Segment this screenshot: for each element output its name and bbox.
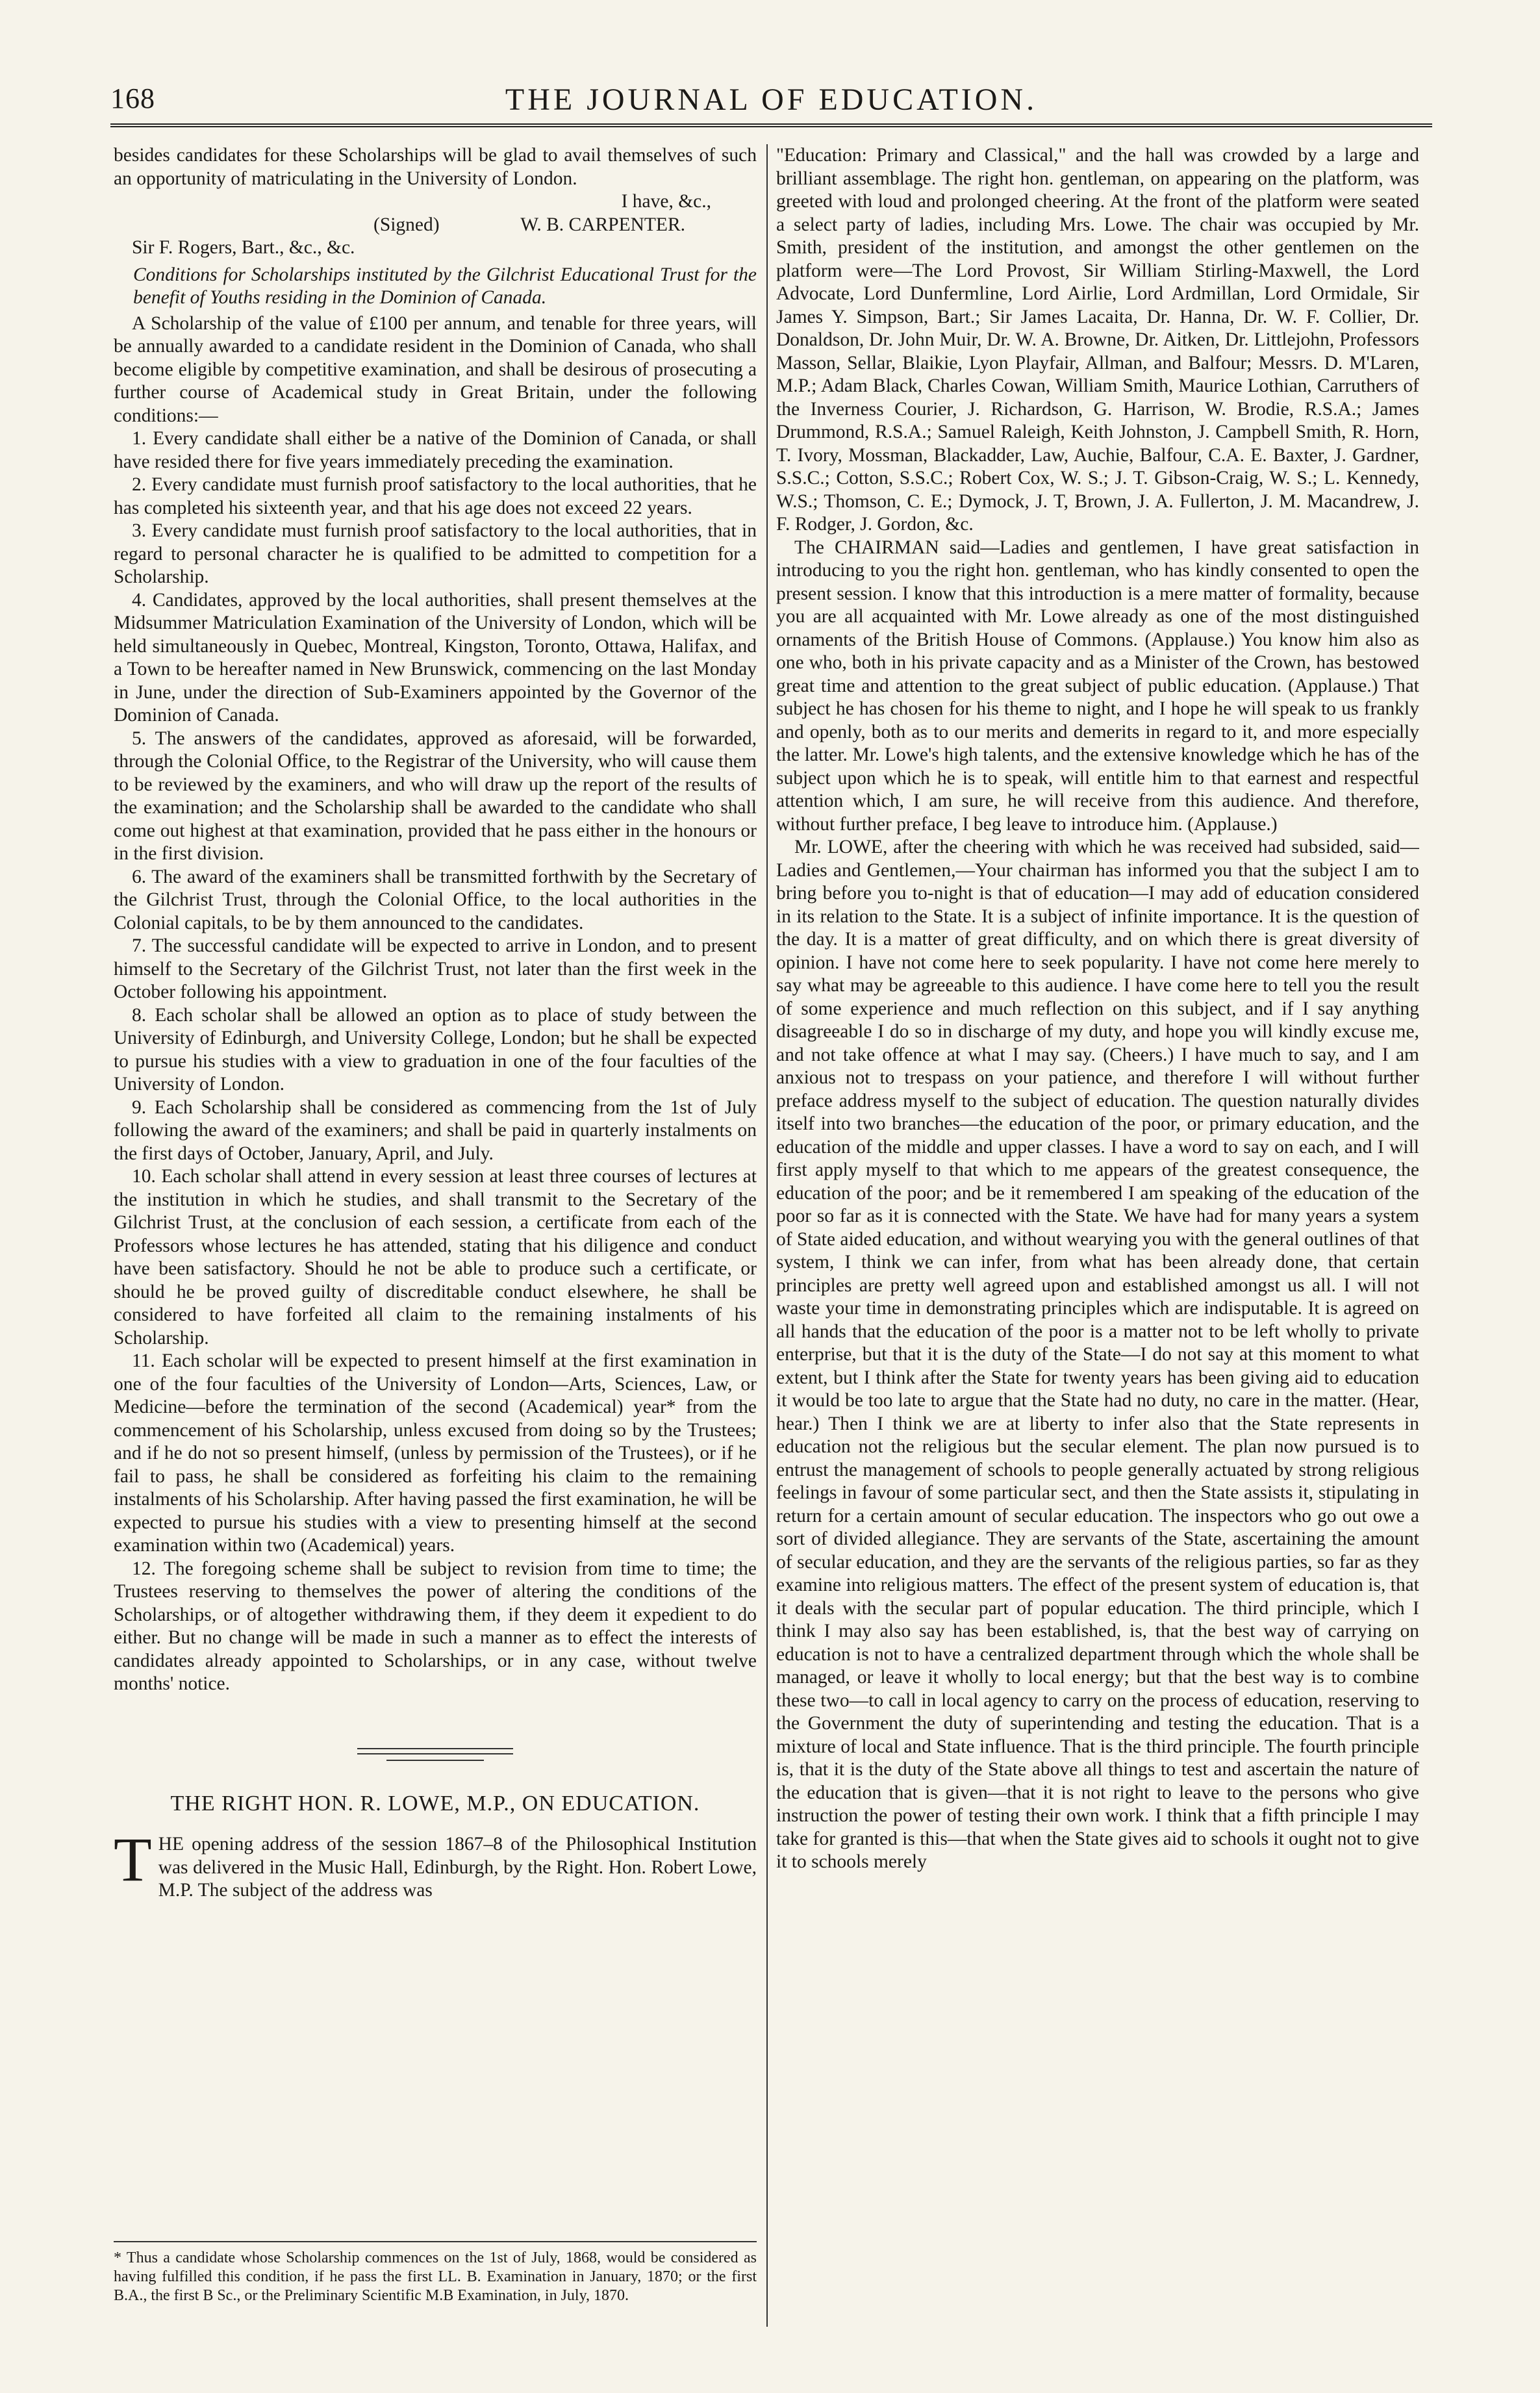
- drop-cap: T: [114, 1825, 152, 1894]
- condition-item: 9. Each Scholarship shall be considered as commencing from the 1st of July following the award of the examiners; and shall be paid in quarterly instalments on the first days of October, January, April, and July.: [114, 1096, 757, 1164]
- article-paragraph: Mr. LOWE, after the cheering with which he was received had subsided, said—Ladies and Gentlemen,—Your chairman has informed you that the subject I am to bring before you to-night is that of education—I may add of education considered in its relation to the State. It is a subject of infinite importance. It is the question of the day. It is a matter of great difficulty, and on which there is great diversity of opinion. I have not come here to seek popularity. I have not come here merely to say what may be agreeable to this audience. I have come here to tell you the result of some experience and much reflection on this subject, and if I say anything disagreeable I do so in discharge of my duty, and hope you will kindly excuse me, and not take offence at what I may say. (Cheers.) I have much to say, and I am anxious not to trespass on your patience, and therefore I will without further preface address myself to the subject of education. The question naturally divides itself into two branches—the education of the poor, or primary education, and the education of the middle and upper classes. I have a word to say on each, and I will first apply myself to that which to me appears of the greatest consequence, the education of the poor; and be it remembered I am speaking of the education of the poor so far as it is connected with the State. We have had for many years a system of State aided education, and without wearying you with the general outlines of that system, I think we can infer, from what has been already done, that certain principles are pretty well agreed upon and established amongst us all. I will not waste your time in demonstrating principles which are indisputable. It is agreed on all hands that the education of the poor is a matter not to be left wholly to private enterprise, but that it is the duty of the State—I do not say at this moment to what extent, but I think after the State for twenty years has been giving aid to education it would be too late to argue that the State had no duty, no care in the matter. (Hear, hear.) Then I think we are at liberty to infer also that the State represents in education not the religious but the secular element. The plan now pursued is to entrust the management of schools to people generally actuated by strong religious feelings in favour of some particular sect, and then the State assists it, stipulating in return for a certain amount of secular education. The inspectors who go out owe a sort of divided allegiance. They are servants of the State, ascertaining the amount of secular education, and they are the servants of the religious parties, so far as they examine into religious matters. The effect of the present system of education is, that it deals with the secular part of popular education. The third principle, which I think I may also say has been established, is, that the best way of carrying on education is not to have a centralized department through which the whole shall be managed, or leave it wholly to local energy; but that the best way is to combine these two—to call in local agency to carry on the process of education, reserving to the Government the duty of superintending and testing the education. That is a mixture of local and State influence. That is the third principle. The fourth principle is, that it is the duty of the State above all things to test and ascertain the nature of the education that is given—that it is not right to leave to the persons who give instruction the power of testing their own work. I think that a fifth principle I may take for granted is this—that when the State gives aid to schools it ought not to give it to schools merely: [776, 837, 1419, 1872]
- letter-signature: [114, 214, 757, 237]
- journal-title: THE JOURNAL OF EDUCATION.: [505, 82, 1038, 117]
- condition-item: 10. Each scholar shall attend in every session at least three courses of lectures at the institution in which he studies, and shall transmit to the Secretary of the Gilchrist Trust, at the conclusion of each session, a certificate from each of the Professors whose lectures he has attended, stating that his diligence and conduct have been satisfactory. Should he not be able to produce such a certificate, or should he be proved guilty of discreditable conduct elsewhere, he shall be considered to have forfeited all claim to the remaining instalments of his Scholarship.: [114, 1166, 757, 1348]
- article-paragraph: The CHAIRMAN said—Ladies and gentlemen, I have great satisfaction in introducing to you the right hon. gentleman, who has kindly consented to open the present session. I know that this introduction is a mere matter of formality, because you are all acquainted with Mr. Lowe already as one of the most distinguished ornaments of the British House of Commons. (Applause.) You know him also as one who, both in his private capacity and as a Minister of the Crown, has bestowed great time and attention to the great subject of public education. (Applause.) That subject he has chosen for his theme to night, and I hope he will speak to us frankly and openly, both as to our merits and demerits in regard to it, and more especially the latter. Mr. Lowe's high talents, and the extensive knowledge which he has of the subject upon which he is to speak, will entitle him to that earnest and respectful attention which, I am sure, he will receive from this audience. And therefore, without further preface, I beg leave to introduce him. (Applause.): [776, 537, 1419, 835]
- letter-sign-off: I have, &c.,: [621, 191, 711, 212]
- condition-item: 6. The award of the examiners shall be transmitted forthwith by the Secretary of the Gilchrist Trust, through the Colonial Office, to the local authorities in the Colonial capitals, to be by them announced to the candidates.: [114, 866, 757, 933]
- left-column: [114, 144, 757, 2346]
- right-column: [776, 144, 1419, 2346]
- article-paragraph: "Education: Primary and Classical," and the hall was crowded by a large and brilliant assemblage. The right hon. gentleman, on appearing on the platform, was greeted with loud and prolonged cheering. At the front of the platform were seated a select party of ladies, including Mrs. Lowe. The chair was occupied by Mr. Smith, president of the institution, and amongst the other gentlemen on the platform were—The Lord Provost, Sir William Stirling-Maxwell, the Lord Advocate, Lord Dunfermline, Lord Airlie, Lord Ardmillan, Lord Ormidale, Sir James Y. Simpson, Bart.; Sir James Lacaita, Dr. Hanna, Dr. W. F. Collier, Dr. Donaldson, Dr. John Muir, Dr. W. A. Browne, Dr. Aitken, Dr. Littlejohn, Professors Masson, Sellar, Blaikie, Lyon Playfair, Allman, and Balfour; Messrs. D. M'Laren, M.P.; Adam Black, Charles Cowan, William Smith, Maurice Lothian, Carruthers of the Inverness Courier, J. Richardson, G. Harrison, W. Brodie, R.S.A.; James Drummond, R.S.A.; Samuel Raleigh, Keith Johnston, J. Campbell Smith, R. Horn, T. Ivory, Mossman, Blackadder, Law, Auchie, Balfour, C.A. E. Baxter, J. Gardner, S.S.C.; Cotton, S.S.C.; Robert Cox, W. S.; J. T. Gibson-Craig, W. S.; L. Kennedy, W.S.; Thomson, C. E.; Dymock, J. T, Brown, J. A. Fullerton, J. M. Macandrew, J. F. Rodger, J. Gordon, &c.: [776, 145, 1419, 535]
- footnote: * Thus a candidate whose Scholarship commences on the 1st of July, 1868, would be considered as having fulfilled this condition, if he pass the first LL. B. Examination in January, 1870; or the first B.A., the first B Sc., or the Preliminary Scientific M.B Examination, in July, 1870.: [114, 2241, 757, 2305]
- article-heading: THE RIGHT HON. R. LOWE, M.P., ON EDUCATION.: [170, 1791, 700, 1816]
- letter-closing-text: besides candidates for these Scholarships will be glad to avail themselves of such an opportunity of matriculating in the University of London.: [114, 145, 757, 189]
- column-divider: [766, 144, 768, 2327]
- letter-addressee: Sir F. Rogers, Bart., &c., &c.: [132, 237, 355, 258]
- condition-item: 5. The answers of the candidates, approved as aforesaid, will be forwarded, through the Colonial Office, to the Registrar of the University, who will cause them to be reviewed by the examiners, and who will draw up the report of the results of the examination; and the Scholarship shall be awarded to the candidate who shall come out highest at that examination, provided that he pass either in the honours or in the first division.: [114, 728, 757, 864]
- condition-item: 8. Each scholar shall be allowed an option as to place of study between the University of Edinburgh, and University College, London; but he shall be expected to pursue his studies with a view to graduation in one of the four faculties of the University of London.: [114, 1004, 757, 1095]
- article-opening: [114, 1825, 757, 1903]
- article-opening-text: HE opening address of the session 1867–8 of the Philosophical Institution was delivered in the Music Hall, Edinburgh, by the Right. Hon. Robert Lowe, M.P. The subject of the address was: [158, 1834, 757, 1901]
- page-header: [110, 77, 1432, 127]
- section-divider: [357, 1748, 513, 1754]
- page-number: 168: [110, 82, 155, 114]
- conditions-intro: A Scholarship of the value of £100 per annum, and tenable for three years, will be annually awarded to a candidate resident in the Dominion of Canada, who shall become eligible by competitive examination, and shall be desirous of prosecuting a further course of Academical study in Great Britain, under the following conditions:—: [114, 312, 757, 426]
- signed-label: (Signed): [373, 214, 440, 235]
- condition-item: 1. Every candidate shall either be a native of the Dominion of Canada, or shall have resided there for five years immediately preceding the examination.: [114, 428, 757, 472]
- condition-item: 7. The successful candidate will be expected to arrive in London, and to present himself to the Secretary of the Gilchrist Trust, not later than the first week in the October following his appointment.: [114, 935, 757, 1002]
- conditions-heading: Conditions for Scholarships instituted by the Gilchrist Educational Trust for the benefit of Youths residing in the Dominion of Canada.: [133, 264, 757, 308]
- signed-name: W. B. CARPENTER.: [520, 214, 685, 235]
- condition-item: 4. Candidates, approved by the local authorities, shall present themselves at the Midsummer Matriculation Examination of the University of London, which will be held simultaneously in Quebec, Montreal, Kingston, Toronto, Ottawa, Halifax, and a Town to be hereafter named in New Brunswick, commencing on the last Monday in June, under the direction of Sub-Examiners appointed by the Governor of the Dominion of Canada.: [114, 589, 757, 726]
- section-divider-short: [386, 1760, 484, 1761]
- condition-item: 3. Every candidate must furnish proof satisfactory to the local authorities, that in regard to personal character he is qualified to be admitted to competition for a Scholarship.: [114, 520, 757, 587]
- condition-item: 11. Each scholar will be expected to present himself at the first examination in one of the four faculties of the University of London—Arts, Sciences, Law, or Medicine—before the termination of the second (Academical) year* from the commencement of his Scholarship, unless excused from doing so by the Trustees; and if he do not so present himself, (unless by permission of the Trustees), or if he fail to pass, he shall be considered as forfeiting his claim to the remaining instalments of his Scholarship. After having passed the first examination, he will be expected to pursue his studies with a view to presenting himself at the second examination within two (Academical) years.: [114, 1350, 757, 1556]
- condition-item: 12. The foregoing scheme shall be subject to revision from time to time; the Trustees reserving to themselves the power of altering the conditions of the Scholarships, or of altogether withdrawing them, if they deem it expedient to do either. But no change will be made in such a manner as to effect the interests of candidates already appointed to Scholarships, or in any case, without twelve months' notice.: [114, 1558, 757, 1694]
- condition-item: 2. Every candidate must furnish proof satisfactory to the local authorities, that he has completed his sixteenth year, and that his age does not exceed 22 years.: [114, 474, 757, 518]
